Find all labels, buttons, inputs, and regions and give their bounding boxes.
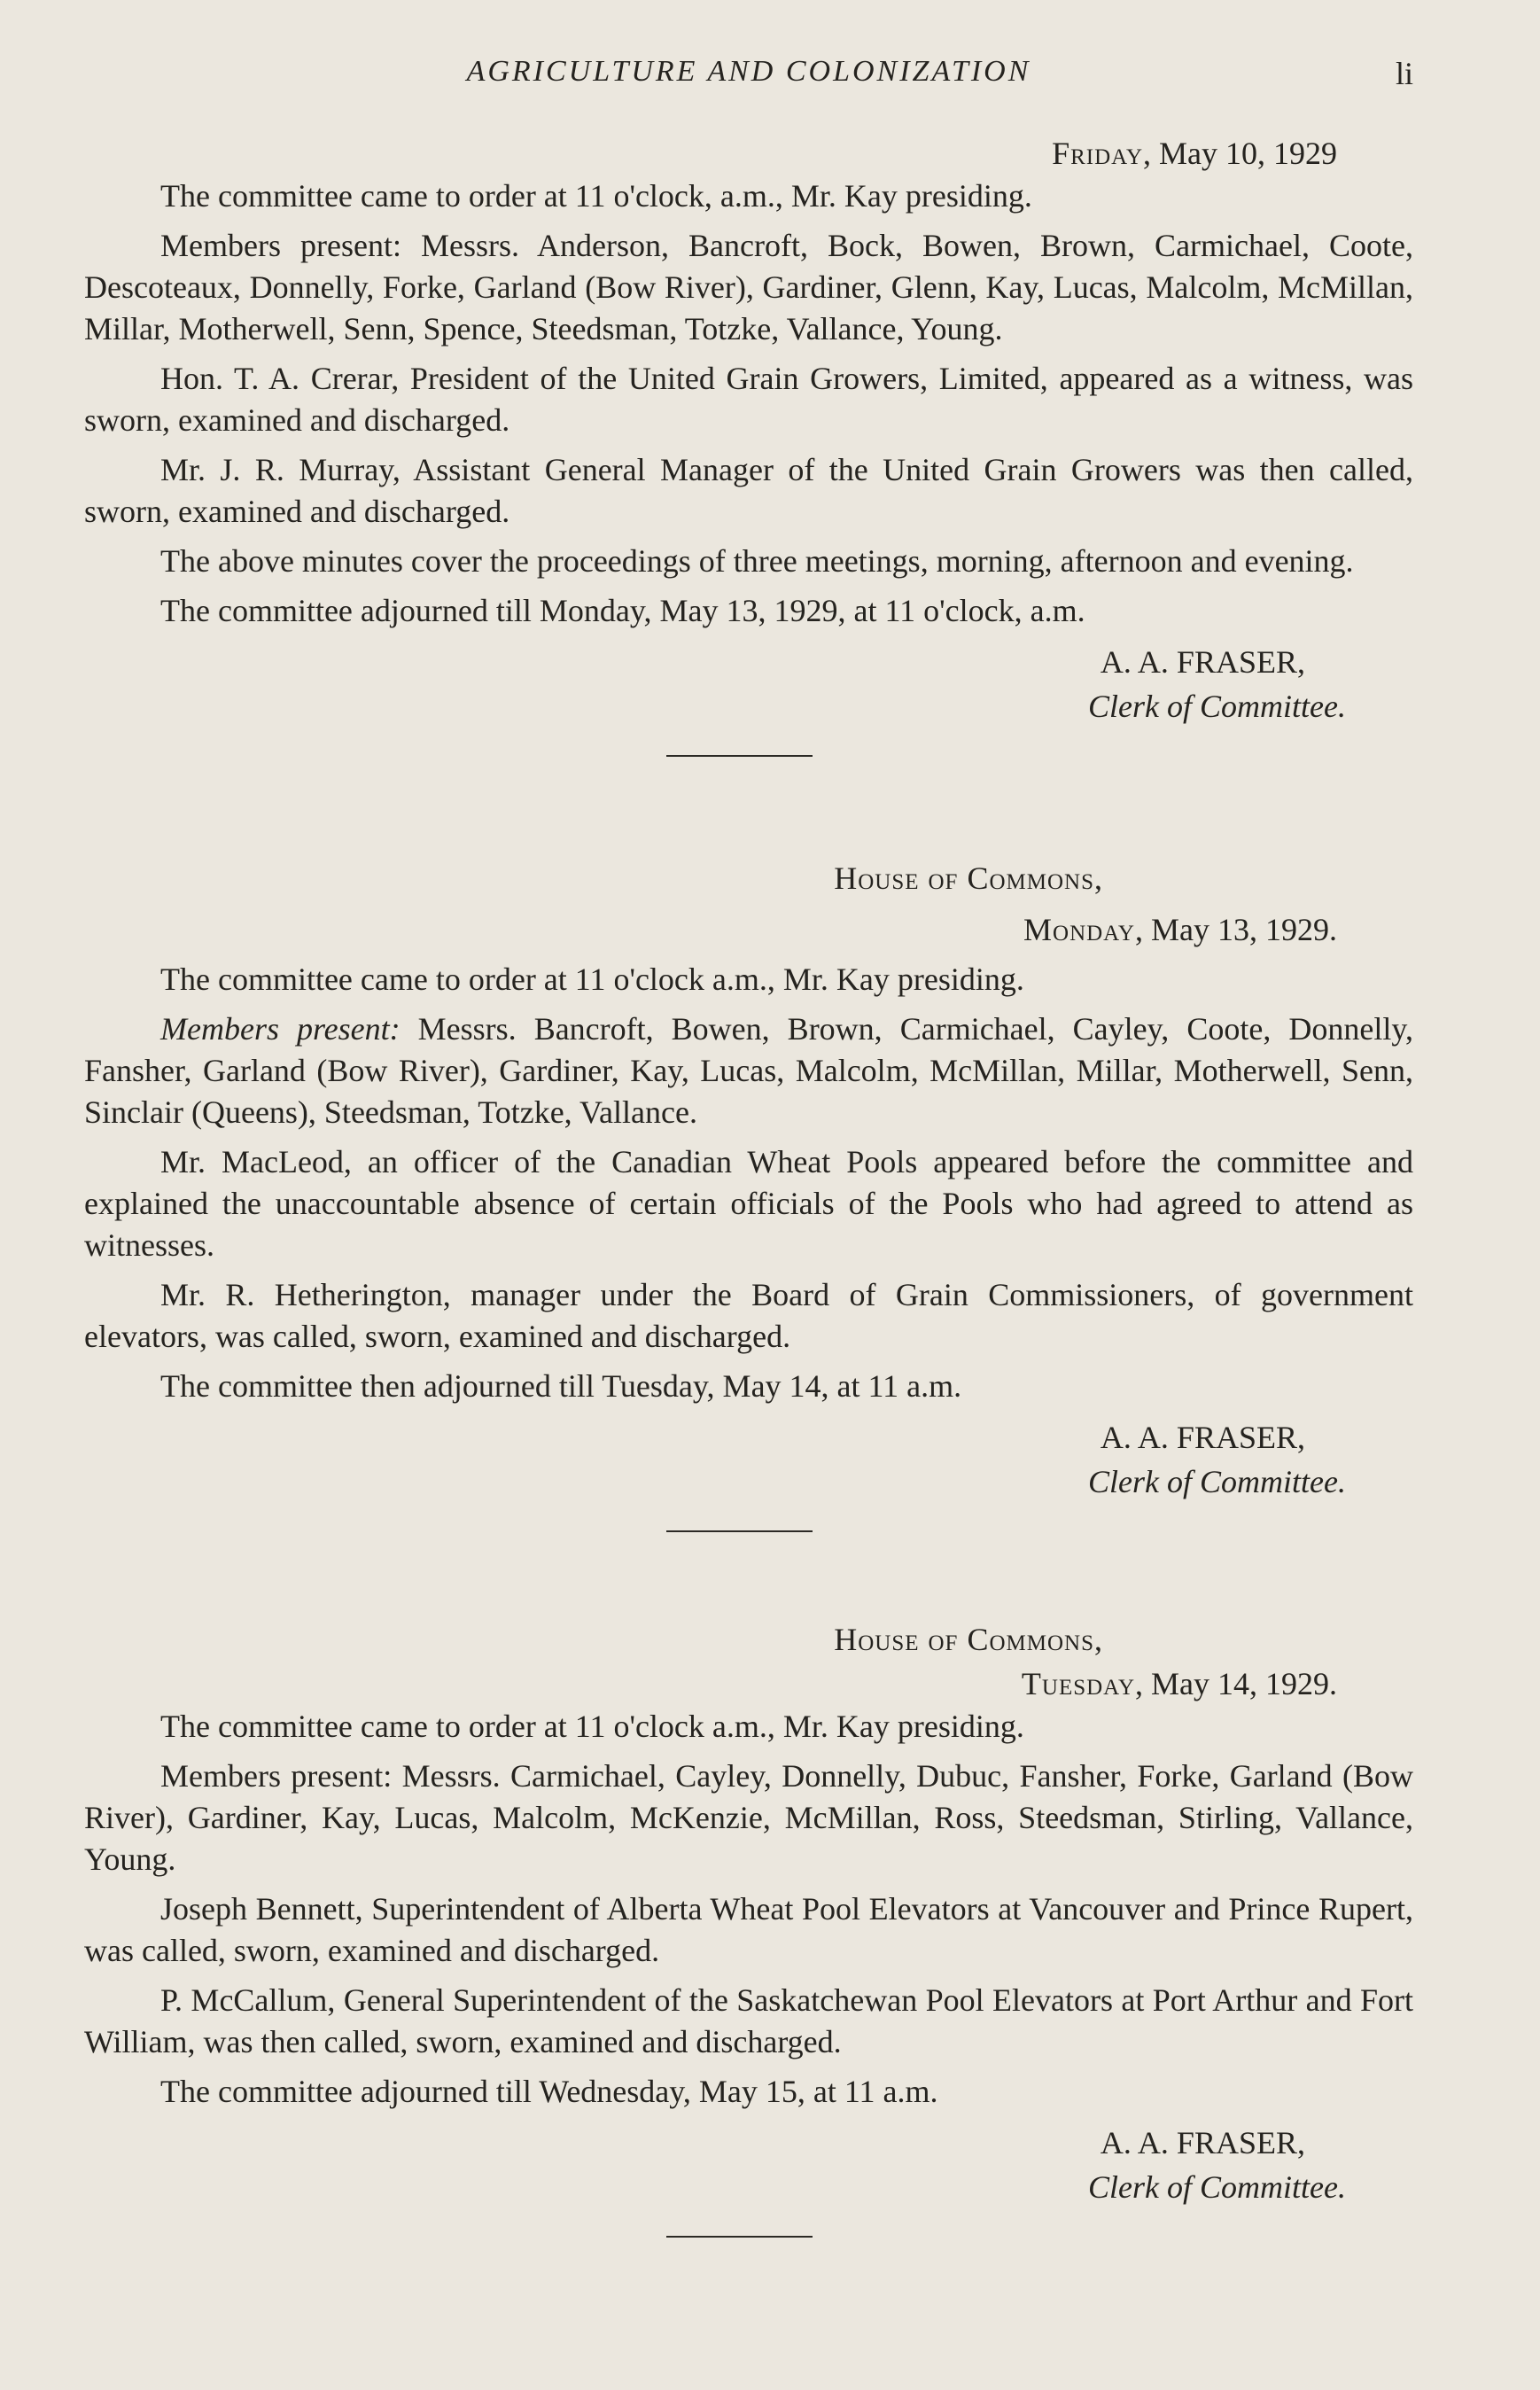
section-divider [666,755,813,757]
running-head [84,55,1413,99]
meeting-day: Tuesday [1021,1666,1135,1701]
paragraph: Members present: Messrs. Anderson, Bancroft, Bock, Bowen, Brown, Carmichael, Coote, Descoteaux, Donnelly, Forke, Garland (Bow River), Gardiner, Glenn, Kay, Lucas, Malcolm, McMillan, Millar, Motherwell, Senn, Spence, Steedsman, Totzke, Vallance, Young. [84,228,1413,346]
paragraph [84,1008,1413,1133]
meeting-monday [84,856,1413,1532]
section-divider [666,2236,813,2238]
meeting-tuesday [84,1617,1413,2238]
signature-name: A. A. FRASER, [1100,2125,1305,2160]
house-heading: House of Commons, [834,860,1103,896]
paragraph: Members present: Messrs. Carmichael, Cayley, Donnelly, Dubuc, Fansher, Forke, Garland (Bow River), Gardiner, Kay, Lucas, Malcolm, McKenzie, McMillan, Ross, Steedsman, Stirling, Vallance, Young. [84,1758,1413,1877]
meeting-dateline [84,907,1413,952]
paragraph: Mr. J. R. Murray, Assistant General Manager of the United Grain Growers was then called, sworn, examined and discharged. [84,452,1413,529]
paragraph: The committee came to order at 11 o'clock a.m., Mr. Kay presiding. [160,1709,1024,1744]
meeting-date: , May 13, 1929. [1135,912,1337,947]
meeting-day: Monday [1023,912,1135,947]
meeting-day: Friday [1052,136,1143,171]
signature-title: Clerk of Committee. [1088,2169,1346,2205]
members-list: Messrs. Bancroft, Bowen, Brown, Carmichael, Cayley, Coote, Donnelly, Fansher, Garland (Bow River), Gardiner, Kay, Lucas, Malcolm, McMillan, Millar, Motherwell, Senn, Sinclair (Queens), Steedsman, Totzke, Vallance. [84,1011,1413,1130]
paragraph: Mr. MacLeod, an officer of the Canadian Wheat Pools appeared before the committee and explained the unaccountable absence of certain officials of the Pools who had agreed to attend as witnesses. [84,1144,1413,1263]
paragraph: The committee adjourned till Wednesday, May 15, at 11 a.m. [160,2074,938,2109]
signature-name: A. A. FRASER, [1100,644,1305,680]
section-divider [666,1530,813,1532]
paragraph: The committee came to order at 11 o'clock, a.m., Mr. Kay presiding. [160,178,1032,214]
signature-title: Clerk of Committee. [1088,689,1346,724]
meeting-friday [84,131,1413,757]
paragraph: The committee then adjourned till Tuesday, May 14, at 11 a.m. [160,1368,962,1404]
meeting-dateline [84,131,1413,175]
meeting-dateline [84,1662,1413,1706]
paragraph: The committee adjourned till Monday, May 13, 1929, at 11 o'clock, a.m. [160,593,1085,628]
signature-title: Clerk of Committee. [1088,1464,1346,1499]
paragraph: The committee came to order at 11 o'clock a.m., Mr. Kay presiding. [160,961,1024,997]
meeting-date: , May 10, 1929 [1143,136,1337,171]
paragraph: P. McCallum, General Superintendent of the Saskatchewan Pool Elevators at Port Arthur and Fort William, was then called, sworn, examined and discharged. [84,1982,1413,2059]
paragraph: Joseph Bennett, Superintendent of Alberta Wheat Pool Elevators at Vancouver and Prince Rupert, was called, sworn, examined and discharged. [84,1891,1413,1968]
paragraph: Hon. T. A. Crerar, President of the United Grain Growers, Limited, appeared as a witness, was sworn, examined and discharged. [84,361,1413,438]
members-label: Members present: [160,1011,401,1047]
paragraph: Mr. R. Hetherington, manager under the Board of Grain Commissioners, of government elevators, was called, sworn, examined and discharged. [84,1277,1413,1354]
meeting-date: , May 14, 1929. [1135,1666,1337,1701]
page-number: li [1395,56,1413,91]
running-title: AGRICULTURE AND COLONIZATION [466,55,1031,88]
signature-name: A. A. FRASER, [1100,1420,1305,1455]
paragraph: The above minutes cover the proceedings of three meetings, morning, afternoon and evening. [160,543,1354,579]
house-heading: House of Commons, [834,1622,1103,1657]
